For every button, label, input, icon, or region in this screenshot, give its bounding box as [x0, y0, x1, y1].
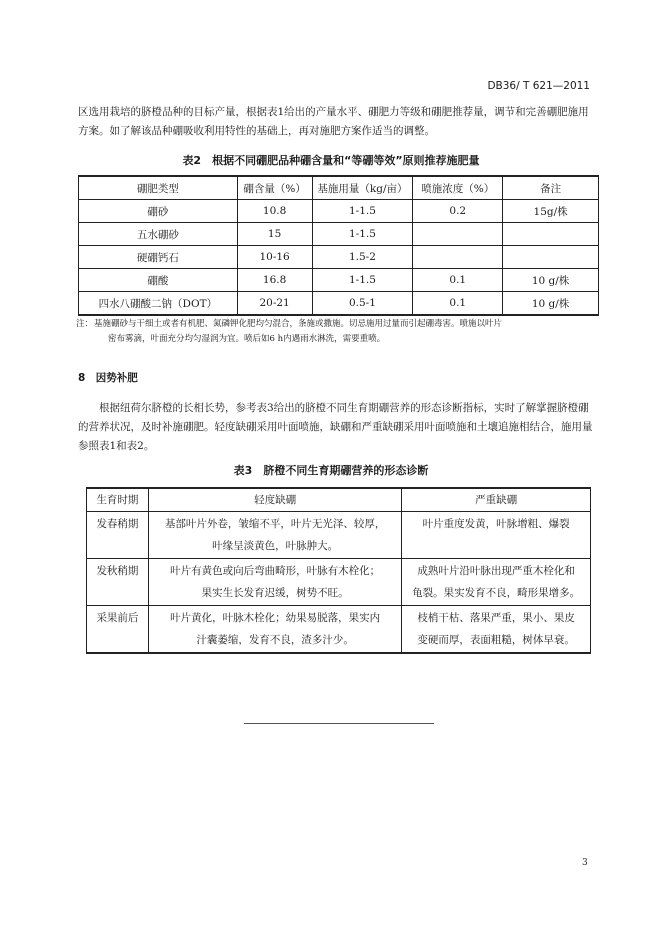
cell-line: 叶片有黄色或向后弯曲畸形，叶脉有木栓化； [170, 565, 381, 577]
table2 [78, 175, 599, 316]
section-heading: 8 因势补肥 [78, 372, 138, 384]
cell-line: 叶缘呈淡黄色，叶脉肿大。 [212, 540, 339, 552]
table-cell [413, 246, 503, 269]
header-cell: 生育时期 [87, 488, 149, 512]
period-cell: 发春稍期 [87, 512, 149, 559]
table3 [86, 487, 591, 654]
table-cell: 硼砂 [79, 200, 238, 223]
header-cell: 基施用量（kg/亩） [312, 176, 413, 200]
table-cell: 15 [237, 223, 312, 246]
table-cell: 0.5-1 [312, 292, 413, 316]
cell-line: 变硬而厚，表面粗糙，树体早衰。 [417, 634, 575, 646]
table-cell [503, 246, 599, 269]
table-row [87, 559, 591, 606]
end-divider [244, 723, 434, 724]
mild-cell [148, 559, 401, 606]
cell-line: 汁囊萎缩，发育不良，渣多汁少。 [196, 634, 354, 646]
table2-caption: 表2 根据不同硼肥品种硼含量和“等硼等效”原则推荐施肥量 [182, 154, 480, 167]
table-row [87, 606, 591, 654]
period-cell: 发秋稍期 [87, 559, 149, 606]
note-line: 密布雾滴，叶面充分均匀湿润为宜。喷后如6 h内遇雨水淋洗，需要重喷。 [108, 334, 386, 344]
table-cell: 10.8 [237, 200, 312, 223]
table-cell: 0.1 [413, 292, 503, 316]
cell-line: 果实生长发育迟缓，树势不旺。 [201, 587, 349, 599]
note-label: 注： [76, 319, 94, 329]
table-cell: 1.5-2 [312, 246, 413, 269]
table3-caption: 表3 脐橙不同生育期硼营养的形态诊断 [233, 464, 429, 477]
period-cell: 采果前后 [87, 606, 149, 654]
note-line: 基施硼砂与干细土或者有机肥、氮磷钾化肥均匀混合，条施或撒施。切忌施用过量而引起硼毒害。喷施以叶片 [94, 319, 503, 329]
header-cell: 严重缺硼 [402, 488, 591, 512]
mild-cell [148, 606, 401, 654]
table-cell: 五水硼砂 [79, 223, 238, 246]
table-header-row [79, 176, 599, 200]
severe-cell [402, 606, 591, 654]
table-header-row [87, 488, 591, 512]
severe-cell [402, 559, 591, 606]
table-row [79, 223, 599, 246]
table-cell: 20-21 [237, 292, 312, 316]
table-cell: 硼酸 [79, 269, 238, 292]
header-cell: 硼含量（%） [237, 176, 312, 200]
table-cell: 16.8 [237, 269, 312, 292]
header-cell: 硼肥类型 [79, 176, 238, 200]
table-cell: 10 g/株 [503, 292, 599, 316]
cell-line: 叶片黄化，叶脉木栓化；幼果易脱落，果实内 [170, 612, 381, 624]
cell-line: 叶片重度发黄，叶脉增粗、爆裂 [422, 518, 570, 530]
table-cell: 15g/株 [503, 200, 599, 223]
table-cell: 1-1.5 [312, 223, 413, 246]
table-cell: 0.2 [413, 200, 503, 223]
table-row [79, 246, 599, 269]
table-cell [503, 223, 599, 246]
table-cell: 四水八硼酸二钠（DOT） [79, 292, 238, 316]
table-row [87, 512, 591, 559]
header-cell: 轻度缺硼 [148, 488, 401, 512]
header-cell: 喷施浓度（%） [413, 176, 503, 200]
intro-paragraph: 区选用栽培的脐橙品种的目标产量，根据表1给出的产量水平、硼肥力等级和硼肥推荐量，调节和完善硼肥施用方案。如了解该品种硼吸收利用特性的基础上，再对施肥方案作适当的调整。 [78, 106, 589, 137]
table-row [79, 269, 599, 292]
severe-cell [402, 512, 591, 559]
table-cell: 10-16 [237, 246, 312, 269]
mild-cell [148, 512, 401, 559]
document-code: DB36/ T 621—2011 [487, 80, 590, 92]
cell-line: 成熟叶片沿叶脉出现严重木栓化和 [417, 565, 575, 577]
table-cell: 0.1 [413, 269, 503, 292]
section-body: 根据纽荷尔脐橙的长相长势，参考表3给出的脐橙不同生育期硼营养的形态诊断指标，实时了解掌握脐橙硼的营养状况，及时补施硼肥。轻度缺硼采用叶面喷施，缺硼和严重缺硼采用叶面喷施和土壤追施相结合，施用量参照表1和表2。 [78, 402, 593, 452]
table-cell: 硬硼钙石 [79, 246, 238, 269]
cell-line [406, 535, 586, 557]
page-number: 3 [582, 858, 588, 868]
table-cell: 1-1.5 [312, 200, 413, 223]
cell-line: 龟裂。果实发育不良，畸形果增多。 [412, 587, 581, 599]
table-row [79, 200, 599, 223]
cell-line: 枝梢干枯、落果严重，果小、果皮 [417, 612, 575, 624]
table-cell [413, 223, 503, 246]
header-cell: 备注 [503, 176, 599, 200]
table-cell: 10 g/株 [503, 269, 599, 292]
cell-line: 基部叶片外卷，皱缩不平，叶片无光泽、较厚， [164, 518, 386, 530]
table-cell: 1-1.5 [312, 269, 413, 292]
table-row [79, 292, 599, 316]
table2-note [76, 317, 606, 347]
